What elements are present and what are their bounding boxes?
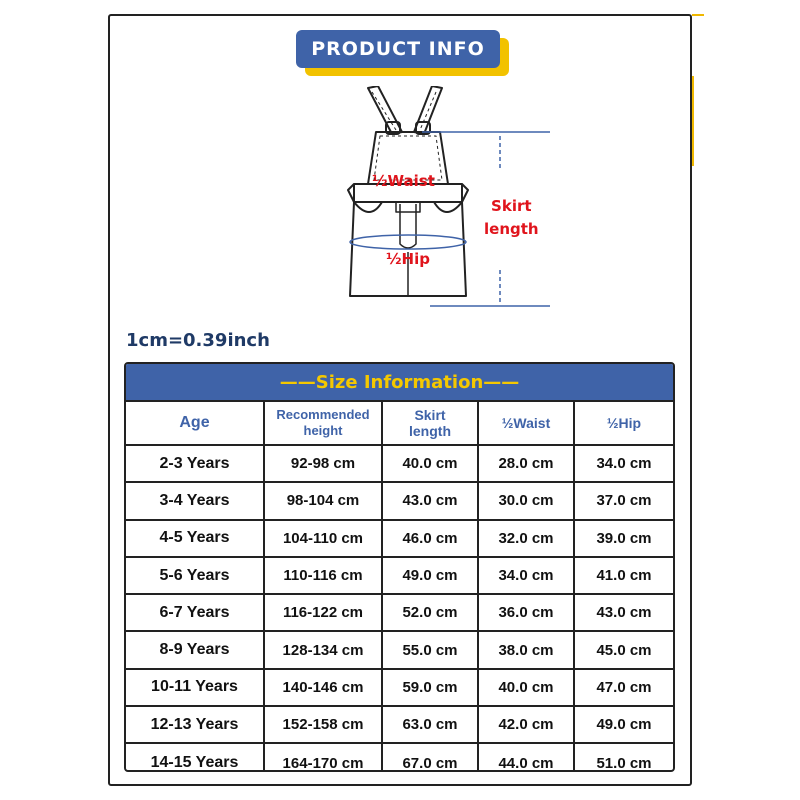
left-pocket bbox=[354, 202, 382, 212]
cell-height: 98-104 cm bbox=[265, 483, 383, 518]
col-waist: ½Waist bbox=[479, 402, 575, 444]
skirt-length-label-line2: length bbox=[484, 220, 539, 238]
cell-hip: 34.0 cm bbox=[596, 455, 652, 473]
cell-waist: 30.0 cm bbox=[479, 483, 575, 518]
skirt-length-label bbox=[484, 195, 539, 241]
cell-waist: 28.0 cm bbox=[479, 446, 575, 481]
col-skirt-line1: Skirt bbox=[414, 407, 446, 423]
cell-hip: 43.0 cm bbox=[596, 604, 652, 622]
cell-hip: 47.0 cm bbox=[596, 678, 652, 696]
cell-age: 3-4 Years bbox=[126, 483, 265, 518]
cell-skirt: 55.0 cm bbox=[383, 632, 479, 667]
cell-hip: 37.0 cm bbox=[596, 492, 652, 510]
skirt-length-label-line1: Skirt bbox=[491, 197, 532, 215]
cell-age: 4-5 Years bbox=[126, 521, 265, 556]
cell-height: 104-110 cm bbox=[265, 521, 383, 556]
cell-waist: 38.0 cm bbox=[479, 632, 575, 667]
cell-height: 116-122 cm bbox=[265, 595, 383, 630]
cell-skirt: 52.0 cm bbox=[383, 595, 479, 630]
cell-waist: 42.0 cm bbox=[479, 707, 575, 742]
frame-accent bbox=[692, 76, 694, 166]
cell-waist: 34.0 cm bbox=[479, 558, 575, 593]
cell-age: 2-3 Years bbox=[126, 446, 265, 481]
table-row bbox=[126, 632, 673, 669]
cell-skirt: 63.0 cm bbox=[383, 707, 479, 742]
cell-waist: 40.0 cm bbox=[479, 670, 575, 705]
cell-skirt: 67.0 cm bbox=[383, 744, 479, 772]
size-table bbox=[124, 362, 675, 772]
frame-accent bbox=[692, 14, 704, 16]
cell-age: 6-7 Years bbox=[126, 595, 265, 630]
table-row bbox=[126, 744, 673, 772]
cell-skirt: 46.0 cm bbox=[383, 521, 479, 556]
waist-label: ½Waist bbox=[372, 172, 435, 190]
size-table-header bbox=[126, 402, 673, 446]
cell-height: 152-158 cm bbox=[265, 707, 383, 742]
cell-age: 5-6 Years bbox=[126, 558, 265, 593]
unit-conversion-note: 1cm=0.39inch bbox=[126, 330, 270, 351]
cell-height: 128-134 cm bbox=[265, 632, 383, 667]
right-pocket bbox=[434, 202, 462, 212]
cell-height: 164-170 cm bbox=[265, 744, 383, 772]
cell-height: 92-98 cm bbox=[265, 446, 383, 481]
cell-waist: 36.0 cm bbox=[479, 595, 575, 630]
table-row bbox=[126, 595, 673, 632]
cell-age: 12-13 Years bbox=[126, 707, 265, 742]
cell-age: 8-9 Years bbox=[126, 632, 265, 667]
cell-skirt: 59.0 cm bbox=[383, 670, 479, 705]
cell-age: 14-15 Years bbox=[126, 744, 265, 772]
cell-skirt: 49.0 cm bbox=[383, 558, 479, 593]
cell-waist: 32.0 cm bbox=[479, 521, 575, 556]
cell-waist: 44.0 cm bbox=[479, 744, 575, 772]
cell-hip: 49.0 cm bbox=[596, 716, 652, 734]
cell-age: 10-11 Years bbox=[126, 670, 265, 705]
col-height-line1: Recommended bbox=[276, 407, 370, 422]
cell-hip: 51.0 cm bbox=[596, 754, 652, 772]
table-row bbox=[126, 670, 673, 707]
col-age: Age bbox=[126, 402, 265, 444]
table-row bbox=[126, 558, 673, 595]
col-hip: ½Hip bbox=[606, 415, 642, 431]
hip-measure-line bbox=[350, 235, 466, 249]
col-height bbox=[265, 402, 383, 444]
cell-height: 140-146 cm bbox=[265, 670, 383, 705]
size-table-body bbox=[126, 446, 673, 772]
col-skirt bbox=[383, 402, 479, 444]
cell-skirt: 40.0 cm bbox=[383, 446, 479, 481]
cell-skirt: 43.0 cm bbox=[383, 483, 479, 518]
cell-height: 110-116 cm bbox=[265, 558, 383, 593]
hip-label: ½Hip bbox=[386, 250, 430, 268]
col-skirt-line2: length bbox=[409, 423, 451, 439]
table-row bbox=[126, 446, 673, 483]
table-row bbox=[126, 707, 673, 744]
cell-hip: 39.0 cm bbox=[596, 529, 652, 547]
cell-hip: 45.0 cm bbox=[596, 641, 652, 659]
size-table-title: ——Size Information—— bbox=[126, 364, 673, 402]
table-row bbox=[126, 521, 673, 558]
col-height-line2: height bbox=[303, 423, 343, 438]
table-row bbox=[126, 483, 673, 520]
cell-hip: 41.0 cm bbox=[596, 567, 652, 585]
page-title: PRODUCT INFO bbox=[296, 30, 500, 68]
